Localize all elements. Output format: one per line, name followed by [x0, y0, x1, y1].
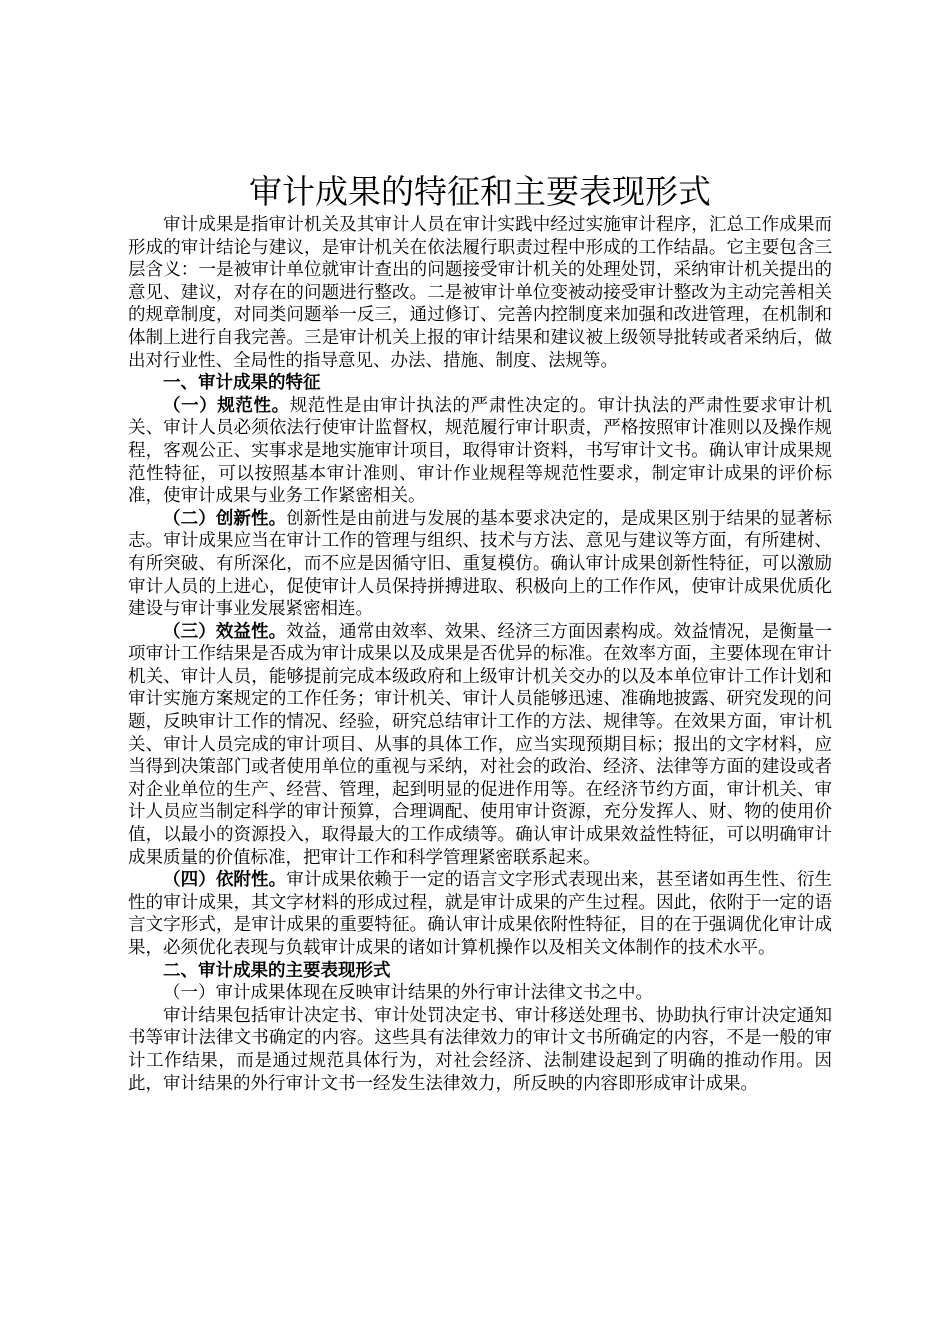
feature-paragraph-benefit: [128, 621, 832, 870]
feature-paragraph-standard: [128, 395, 832, 508]
feature-text-standard: 规范性是由审计执法的严肃性决定的。审计执法的严肃性要求审计机关、审计人员必须依法行使审计监督权，规范履行审计职责，严格按照审计准则以及操作规程，客观公正、实事求是地实施审计项目，取得审计资料，书写审计文书。确认审计成果规范性特征，可以按照基本审计准则、审计作业规程等规范性要求，制定审计成果的评价标准，使审计成果与业务工作紧密相关。: [128, 395, 833, 507]
forms-subheading-1: （一）审计成果体现在反映审计结果的外行审计法律文书之中。: [163, 983, 653, 1004]
feature-paragraph-innovation: [128, 508, 832, 621]
feature-lead-benefit: （三）效益性。: [163, 621, 287, 642]
forms-paragraph-1: 审计结果包括审计决定书、审计处罚决定书、审计移送处理书、协助执行审计决定通知书等审计法律文书确定的内容。这些具有法律效力的审计文书所确定的内容，不是一般的审计工作结果，而是通过规范具体行为，对社会经济、法制建设起到了明确的推动作用。因此，审计结果的外行审计文书一经发生法律效力，所反映的内容即形成审计成果。: [128, 1005, 832, 1094]
document-page: [128, 170, 832, 1095]
feature-paragraph-dependency: [128, 869, 832, 959]
feature-text-benefit: 效益，通常由效率、效果、经济三方面因素构成。效益情况，是衡量一项审计工作结果是否成为审计成果以及成果是否优异的标准。在效率方面，主要体现在审计机关、审计人员，能够提前完成本级政府和上级审计机关交办的以及本单位审计工作计划和审计实施方案规定的工作任务；审计机关、审计人员能够迅速、准确地披露、研究发现的问题，反映审计工作的情况、经验，研究总结审计工作的方法、规律等。在效果方面，审计机关、审计人员完成的审计项目、从事的具体工作，应当实现预期目标；报出的文字材料，应当得到决策部门或者使用单位的重视与采纳，对社会的政治、经济、法律等方面的建设或者对企业单位的生产、经营、管理，起到明显的促进作用等。在经济节约方面，审计机关、审计人员应当制定科学的审计预算，合理调配、使用审计资源，充分发挥人、财、物的使用价值，以最小的资源投入，取得最大的工作成绩等。确认审计成果效益性特征，可以明确审计成果质量的价值标准，把审计工作和科学管理紧密联系起来。: [128, 621, 833, 868]
intro-paragraph: 审计成果是指审计机关及其审计人员在审计实践中经过实施审计程序，汇总工作成果而形成的审计结论与建议，是审计机关在依法履行职责过程中形成的工作结晶。它主要包含三层含义：一是被审计单位就审计查出的问题接受审计机关的处理处罚，采纳审计机关提出的意见、建议，对存在的问题进行整改。二是被审计单位变被动接受审计整改为主动完善相关的规章制度，对同类问题举一反三，通过修订、完善内控制度来加强和改进管理，在机制和体制上进行自我完善。三是审计机关上报的审计结果和建议被上级领导批转或者采纳后，做出对行业性、全局性的指导意见、办法、措施、制度、法规等。: [128, 215, 832, 371]
feature-lead-standard: （一）规范性。: [163, 395, 290, 416]
feature-text-innovation: 创新性是由前进与发展的基本要求决定的，是成果区别于结果的显著标志。审计成果应当在审计工作的管理与组织、技术与方法、意见与建议等方面，有所建树、有所突破、有所深化，而不应是因循守旧、重复模仿。确认审计成果创新性特征，可以激励审计人员的上进心，促使审计人员保持拼搏进取、积极向上的工作作风，使审计成果优质化建设与审计事业发展紧密相连。: [128, 508, 833, 620]
feature-text-dependency: 审计成果依赖于一定的语言文字形式表现出来，甚至诸如再生性、衍生性的审计成果，其文字材料的形成过程，就是审计成果的产生过程。因此，依附于一定的语言文字形式，是审计成果的重要特征。确认审计成果依附性特征，目的在于强调优化审计成果，必须优化表现与负载审计成果的诸如计算机操作以及相关文体制作的技术水平。: [128, 870, 833, 958]
section-heading-features: 一、审计成果的特征: [163, 373, 321, 394]
feature-lead-innovation: （二）创新性。: [163, 508, 287, 529]
feature-lead-dependency: （四）依附性。: [163, 870, 287, 891]
section-heading-forms: 二、审计成果的主要表现形式: [163, 960, 391, 981]
document-title: 审计成果的特征和主要表现形式: [249, 172, 711, 211]
